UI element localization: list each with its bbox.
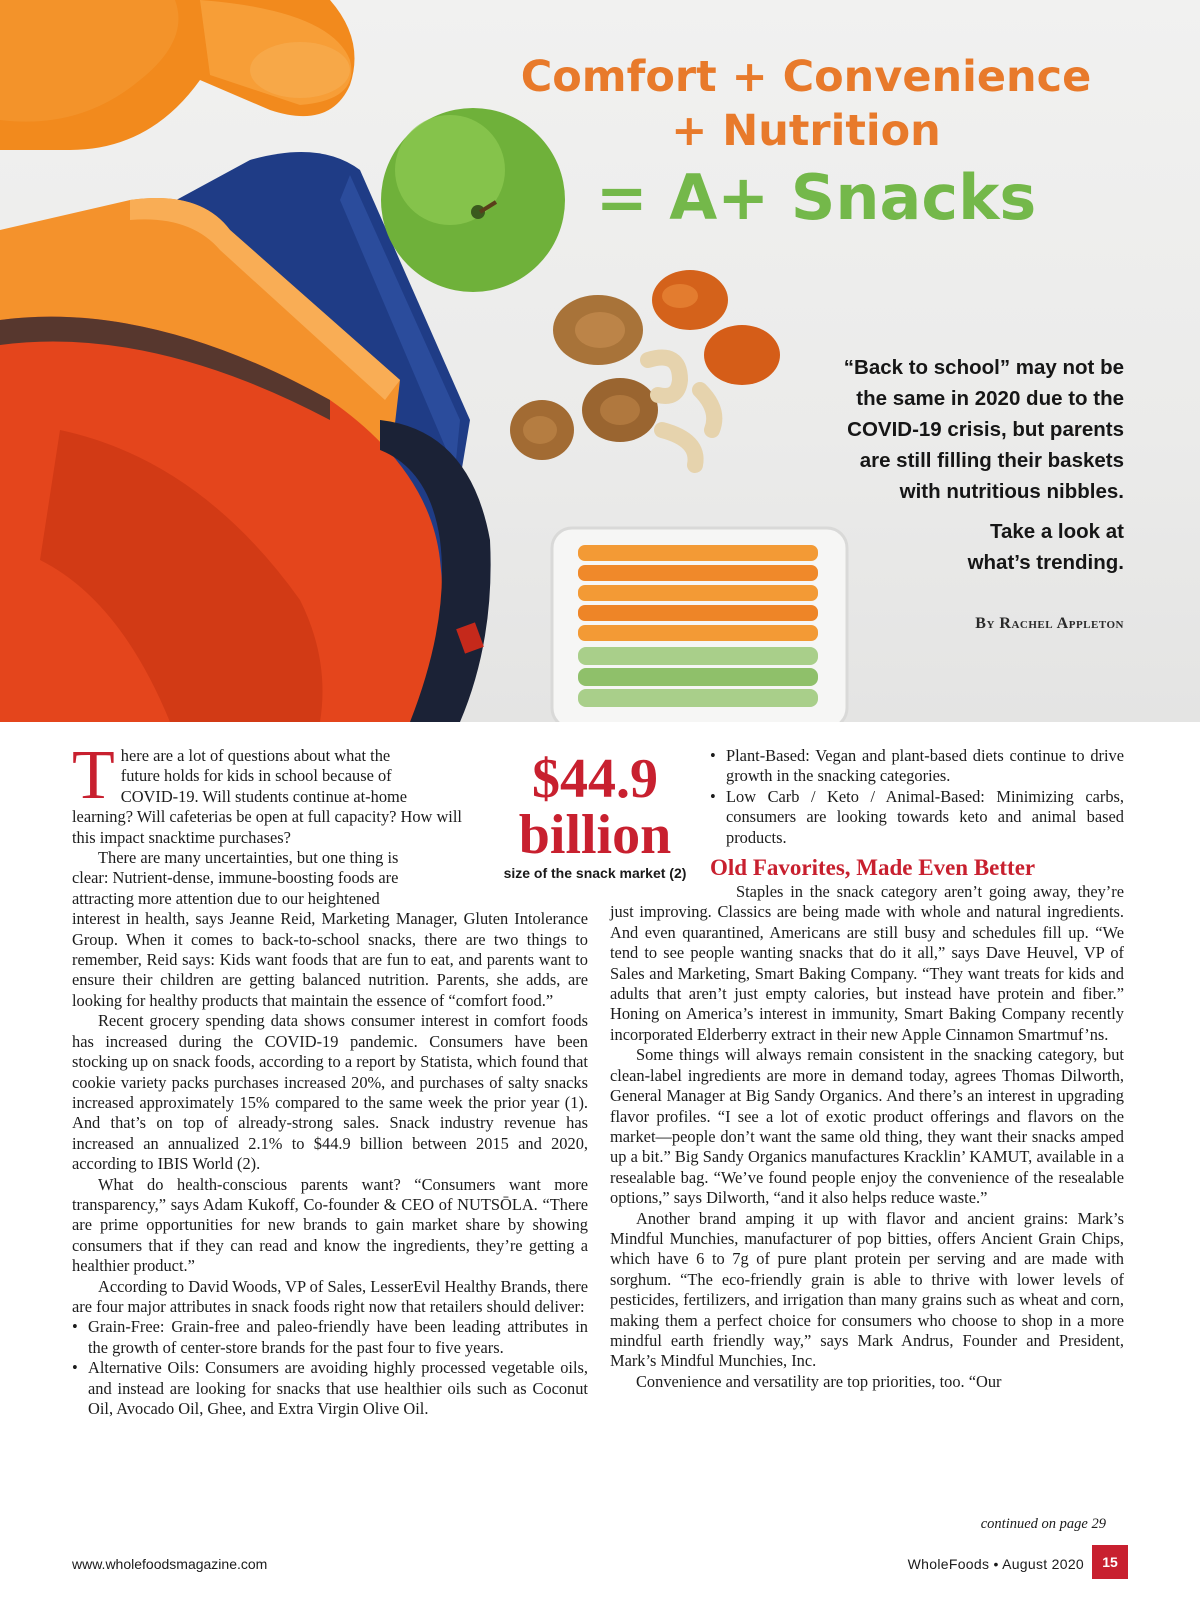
list-item-text: Plant-Based: Vegan and plant-based diets continue to drive growth in the snacking categories. (726, 746, 1124, 786)
list-item-text: Alternative Oils: Consumers are avoiding highly processed vegetable oils, and instead are looking for snacks that use healthier oils such as Coconut Oil, Avocado Oil, Ghee, and Extra Virgin Olive Oil. (88, 1358, 588, 1418)
drop-cap: T (72, 737, 115, 814)
list-item: • Low Carb / Keto / Animal-Based: Minimizing carbs, consumers are looking towards keto and animal based products. (710, 786, 1124, 847)
walnuts (510, 295, 658, 460)
deck-line: COVID-19 crisis, but parents (847, 418, 1124, 441)
paragraph-4: What do health-conscious parents want? “Consumers want more transparency,” says Adam Kukoff, Co-founder & CEO of NUTSŌLA. “There are prime opportunities for new brands to gain market share by showing consumers that if they can read and know the ingredients, they’re getting a healthier product.” (72, 1174, 588, 1276)
list-item: • Plant-Based: Vegan and plant-based diets continue to drive growth in the snacking categories. (710, 746, 1124, 786)
footer-url[interactable]: www.wholefoodsmagazine.com (72, 1556, 268, 1572)
footer-magazine-issue: WholeFoods • August 2020 (907, 1556, 1084, 1572)
deck-cta-line: what’s trending. (967, 551, 1124, 574)
article-column-2 (610, 746, 1124, 1392)
intro-rest: learning? Will cafeterias be open at full capacity? How will this impact snacktime purchases? (72, 807, 462, 847)
attribute-list (72, 1317, 588, 1419)
p2-line: clear: Nutrient-dense, immune-boosting foods are (72, 868, 399, 888)
paragraph-5: According to David Woods, VP of Sales, LesserEvil Healthy Brands, there are four major attributes in snack foods right now that retailers should deliver: (72, 1276, 588, 1316)
list-item-text: Low Carb / Keto / Animal-Based: Minimizing carbs, consumers are looking towards keto and animal based products. (726, 786, 1124, 847)
deck-line: “Back to school” may not be (843, 356, 1124, 379)
paragraph-2a (72, 848, 470, 909)
paragraph-4: Convenience and versatility are top priorities, too. “Our (636, 1371, 1002, 1391)
page-number: 15 (1092, 1545, 1128, 1579)
deck-cta (824, 516, 1124, 578)
section-subhead: Old Favorites, Made Even Better (710, 855, 1036, 881)
intro-line: here are a lot of questions about what the (120, 746, 391, 765)
pull-stat-unit: billion (518, 804, 672, 866)
intro-paragraph (72, 737, 588, 848)
headline-line-1: Comfort + Convenience (520, 52, 1092, 102)
paragraph-3: Another brand amping it up with flavor and ancient grains: Mark’s Mindful Munchies, manufacturer of pop bitties, offers Ancient Grain Chips, which have 6 to 7g of pure plant protein per serving and are made with sorghum. “The eco-friendly grain is able to thrive with lower levels of pesticides, fertilizers, and irrigation than many grains such as wheat and corn, making them a perfect choice for consumers who choose to shop in a more mindful earth friendly way,” says Mark Andrus, Founder and President, Mark’s Mindful Munchies, Inc. (610, 1208, 1124, 1371)
veggie-container (552, 528, 847, 722)
intro-line: future holds for kids in school because of (120, 766, 392, 786)
intro-line: COVID-19. Will students continue at-home (120, 786, 408, 806)
hero-photo (0, 0, 1200, 722)
paragraph-2: Some things will always remain consistent in the snacking category, but clean-label ingredients are more in demand today, agrees Thomas Dilworth, General Manager at Big Sandy Organics. And there’s an interest in upgrading flavor profiles. “I see a lot of exotic product offerings and flavors on the market—people don’t want the same old thing, they want their snacks amped up a bit.” Big Sandy Organics manufactures Kracklin’ KAMUT, available in a resealable bag. “We’ve found people enjoy the convenience of the resealable options,” says Dilworth, “and it also helps reduce waste.” (610, 1045, 1124, 1208)
p2-line: attracting more attention due to our heightened (72, 888, 380, 908)
paragraph-2b: interest in health, says Jeanne Reid, Marketing Manager, Gluten Intolerance Group. When it comes to back-to-school snacks, there are two things to remember, Reid says: Kids want foods that are fun to eat, and parents want to ensure their children are getting balanced nutrition. Parents, she adds, are looking for healthy products that maintain the essence of “comfort food.” (72, 909, 588, 1010)
water-bottle (0, 0, 355, 150)
paragraph-1: Staples in the snack category aren’t going away, they’re just improving. Classics are being made with whole and natural ingredients. And even quarantined, Americans are still busy and schedules fill up. “We tend to see people wanting snacks that do it all,” says Dave Heuvel, VP of Sales and Marketing, Smart Baking Company. “They want treats for kids and adults that aren’t just empty calories, but instead have protein and fiber.” Honing on America’s interest in immunity, Smart Baking Company recently incorporated Elderberry extract in their new Apple Cinnamon Smartmuf’ns. (610, 882, 1124, 1044)
paragraph-3: Recent grocery spending data shows consumer interest in comfort foods has increased during the COVID-19 pandemic. Consumers have been stocking up on snack foods, according to a report by Statista, which found that cookie variety packs purchases increased 20%, and purchases of salty snacks increased approximately 15% compared to the same week the prior year (1). And that’s on top of already-strong sales. Snack industry revenue has increased an annualized 2.1% to $44.9 billion between 2015 and 2020, according to IBIS World (2). (72, 1011, 588, 1174)
headline-line-3: = A+ Snacks (595, 161, 1037, 234)
pull-stat-caption: size of the snack market (2) (503, 865, 687, 881)
deck-cta-line: Take a look at (989, 520, 1124, 543)
deck-line: the same in 2020 due to the (856, 387, 1124, 410)
deck-line: with nutritious nibbles. (899, 480, 1124, 503)
continued-note: continued on page 29 (980, 1516, 1106, 1532)
headline-line-2: + Nutrition (671, 106, 941, 156)
pull-stat-value: $44.9 (532, 748, 658, 810)
deck-text (794, 352, 1124, 507)
headline (486, 50, 1126, 238)
list-item: • Grain-Free: Grain-free and paleo-friendly have been leading attributes in the growth of center-store brands for the past four to five years. (72, 1317, 588, 1357)
deck-line: are still filling their baskets (859, 449, 1124, 472)
byline: By Rachel Appleton (975, 615, 1124, 632)
attribute-list-continued (610, 746, 1124, 848)
list-item-text: Grain-Free: Grain-free and paleo-friendly have been leading attributes in the growth of center-store brands for the past four to five years. (88, 1317, 588, 1357)
list-item: • Alternative Oils: Consumers are avoiding highly processed vegetable oils, and instead are looking for snacks that use healthier oils such as Coconut Oil, Avocado Oil, Ghee, and Extra Virgin Olive Oil. (72, 1358, 588, 1418)
p2-line: There are many uncertainties, but one thing is (98, 848, 399, 868)
article-column-1 (72, 737, 588, 1419)
